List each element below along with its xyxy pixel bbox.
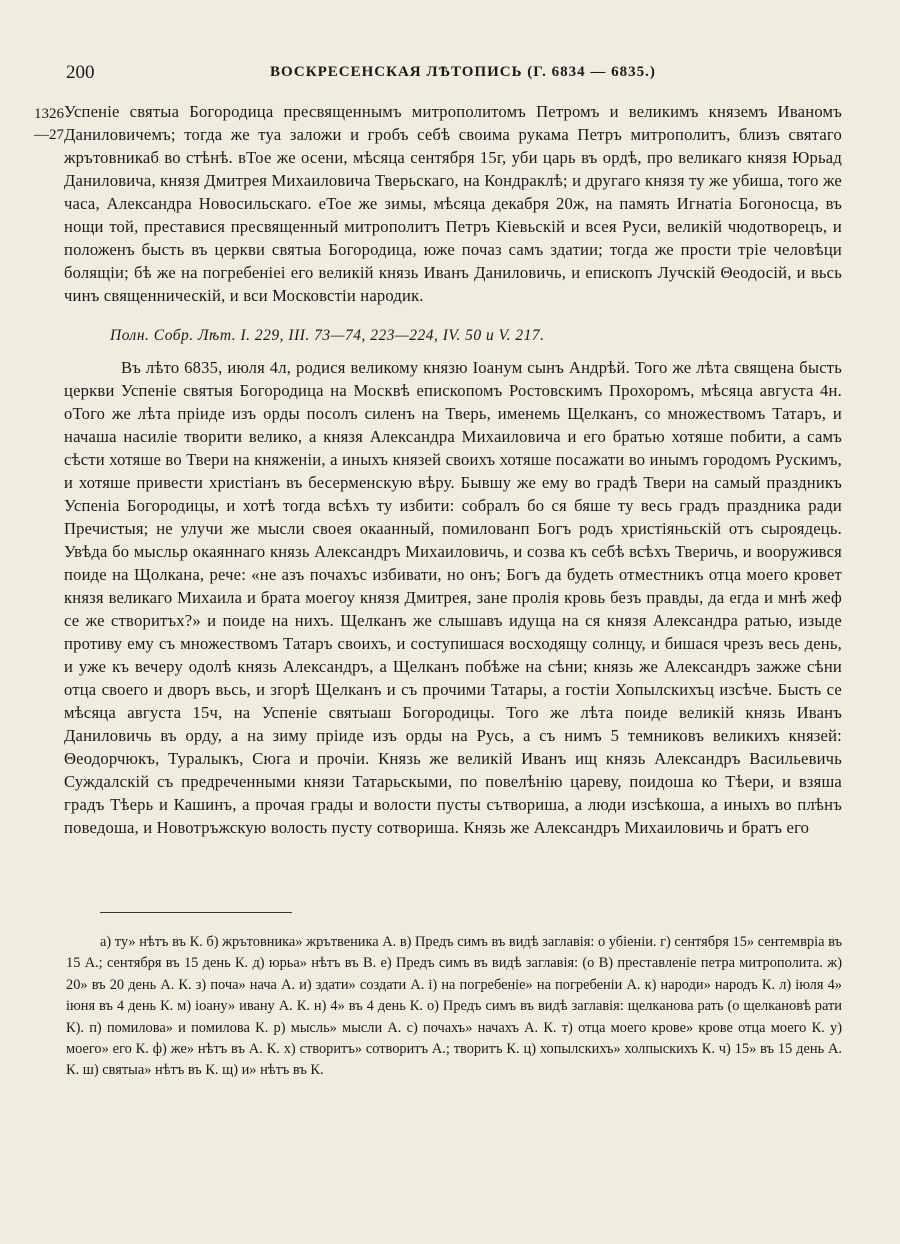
running-title: ВОСКРЕСЕНСКАЯ ЛѢТОПИСЬ (Г. 6834 — 6835.) [270, 64, 656, 80]
margin-year-end: —27 [34, 127, 64, 143]
chronicle-paragraph-1: Успеніе святыа Богородица пресвященнымъ митрополитомъ Петромъ и великимъ княземъ Иваномъ Даниловичемъ; тогда же туа заложи и гробъ себѣ своима рукама Петръ митрополитъ, близъ святаго жрътовникаб во стѣнѣ. вТое же осени, мѣсяца сентября 15г, уби царь въ ордѣ, про великаго князя Юрьад Даниловича, князя Дмитрея Михаиловича Тверьскаго, на Кондраклѣ; и другаго князя ту же убиша, того же часа, Александра Новосильскаго. еТое же зимы, мѣсяца декабря 20ж, на память Игнатіа Богоносца, въ нощи той, преставися пресвященный митрополитъ Петръ Кіевьскій и всея Руси, великій чюдотворецъ, и положенъ бысть въ церкви святыа Богородица, юже почаз самъ здатии; тогда же прости тріе человѣци болящіи; бѣ же на погребеніеі его великій князь Иванъ Даниловичь, и епископъ Лучскій Θеодосій, и вьсь чинъ священническій, и вси Московстіи народик. [64, 102, 842, 305]
page-number: 200 [66, 62, 95, 83]
chronicle-paragraph-2: Въ лѣто 6835, июля 4л, родися великому князю Іоанум сынъ Андрѣй. Того же лѣта священа бысть церкви Успеніе святыя Богородица на Москвѣ епископомъ Ростовскимъ Прохоромъ, мѣсяца августа 4н. оТого же лѣта пріиде изъ орды посолъ силенъ на Тверь, именемь Щелканъ, со множествомъ Татаръ, и начаша насиліе творити велико, а князя Александра Михаиловича и его братью хотяше побити, а самъ сѣсти хотяше во Твери на княженіи, а иныхъ князей своихъ хотяше посажати во инымъ городомъ Рускимъ, и хотяше привести христіанъ въ бесерменскую вѣру. Бывшу же ему во градѣ Твери на самый праздникъ Успеніа Богородицы, и хотѣ тогда всѣхъ ту избити: собралъ бо ся бяше ту весь градъ праздника ради Пречистыя; не улучи же мысли своея окаанный, помилованп Богъ родъ христіяньскій отъ сыроядець. Увѣда бо мысльр окаяннаго князь Александръ Михаиловичь, и созва къ себѣ всѣхъ Тверичь, и вооружився поиде на Щолкана, рече: «не азъ почахъс избивати, но онъ; Богъ да будеть отместникъ отца моего кровет князя великаго Михаила и брата моегоу князя Дмитрея, зане пролія кровь безъ правды, да егда и мнѣ жеф се же створитъх?» и поиде на нихъ. Щелканъ же слышавъ идуща на ся князя Александра ратью, изыде противу ему съ множествомъ Татаръ своихъ, и соступишася восходящу солнцу, и бишася чрезъ весь день, и уже къ вечеру одолѣ князь Александръ, а Щелканъ побѣже на сѣни; князь же Александръ зажже сѣни отца своего и дворъ вьсь, и згорѣ Щелканъ и съ прочими Татары, а гостіи Хопылскихъц изсѣче. Бысть се мѣсяца августа 15ч, на Успеніе святыаш Богородицы. Того же лѣта поиде великій князь Иванъ Даниловичь въ орду, а на зиму пріиде изъ орды на Русь, а съ нимъ 5 темниковъ великихъ князей: Θеодорчюкъ, Туралыкъ, Сюга и прочіи. Князь же великій Иванъ ищ князь Александръ Васильевичь Суждалскій съ предреченными князи Татарьскыми, по повелѣнію цареву, поидоша ко Тѣери, и взяша градъ Тѣерь и Кашинъ, а прочая грады и волости пусты сътвориша, а люди изсѣкоша, а иныхъ во плѣнъ поведоша, и Новотръжскую волость пусту сотвориша. Князь же Александръ Михаиловичь и братъ его [64, 358, 842, 837]
footnotes: а) ту» нѣтъ въ К. б) жрътовника» жрътвеника А. в) Предъ симъ въ видѣ заглавія: о убіеніи. г) сентября 15» сентемвріа въ 15 А.; сентября въ 15 день К. д) юрьа» нѣтъ въ В. е) Предъ симъ въ видѣ заглавія: (о В) преставленіе петра митрополита. ж) 20» въ 20 день А. К. з) поча» нача А. и) здати» создати А. і) на погребеніе» на погребеніи А. к) народи» народъ К. л) іюля 4» іюня въ 4 день К. м) іоану» ивану А. К. н) 4» въ 4 день К. о) Предъ симъ въ видѣ заглавія: щелканова рать (о щелкановѣ рати К). п) помилова» и помилова К. р) мысль» мысли А. с) почахъ» начахъ А. К. т) отца моего крове» крове отца моего К. у) моего» его К. ф) же» нѣтъ въ А. К. х) створитъ» сотворитъ А.; творитъ К. ц) хопылскихъ» холпыскихъ К. ч) 15» въ 15 день А. К. ш) святыа» нѣтъ въ К. щ) и» нѣтъ въ К. [66, 934, 842, 1079]
margin-year-start: 1326 [34, 106, 64, 122]
source-reference: Полн. Собр. Лѣт. I. 229, III. 73—74, 223—224, IV. 50 и V. 217. [110, 327, 545, 344]
footnote-divider [100, 912, 292, 913]
